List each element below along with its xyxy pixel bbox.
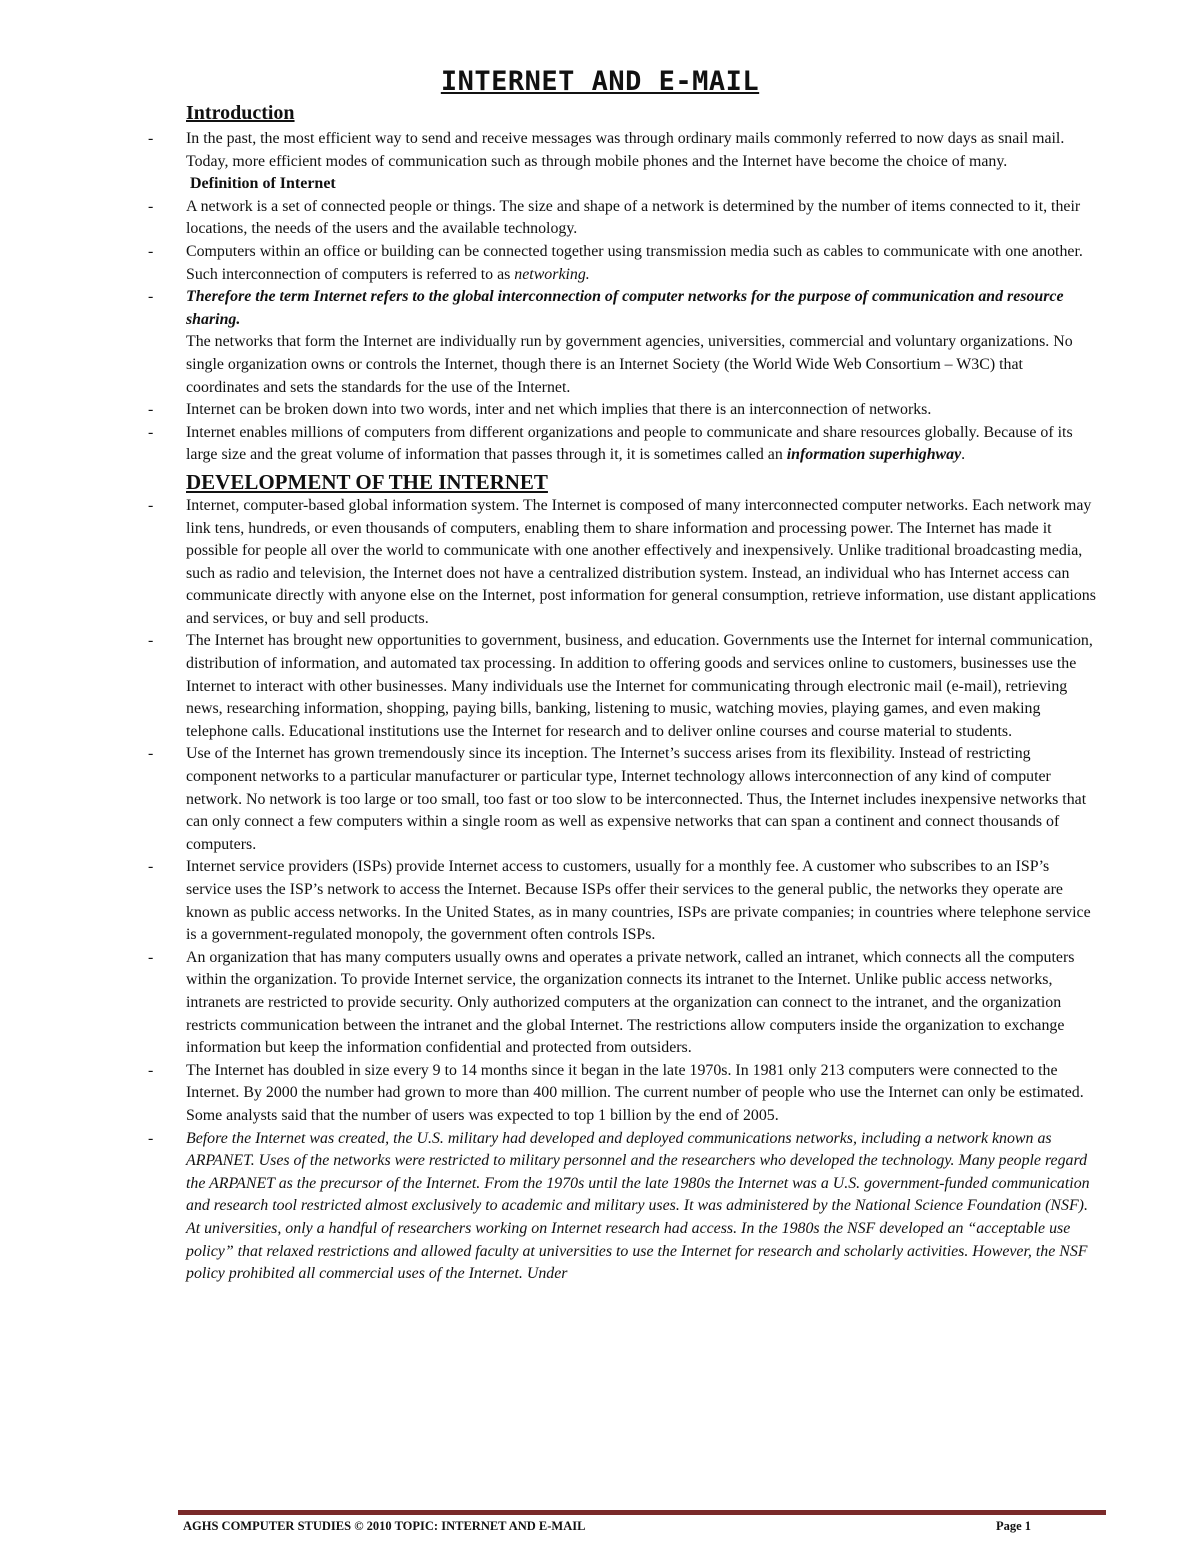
bullet-dash: - bbox=[148, 423, 154, 441]
list-item bbox=[148, 196, 1098, 241]
list-item bbox=[148, 1128, 1098, 1286]
footer-rule bbox=[178, 1510, 1106, 1515]
superhighway-term: information superhighway bbox=[786, 446, 962, 464]
page-title: INTERNET AND E-MAIL bbox=[440, 66, 760, 97]
list-item bbox=[148, 630, 1098, 743]
bullet-dash: - bbox=[148, 858, 154, 876]
bullet-dash: - bbox=[148, 1061, 154, 1079]
item-text: Internet service providers (ISPs) provide Internet access to customers, usually for a monthly fee. A customer who subscribes to an ISP’s service uses the ISP’s network to access the Internet. Because ISPs offer their services to the general public, the networks they operate are known as public access networks. In the United States, as in many countries, ISPs are private companies; in countries where telephone service is a government-regulated monopoly, the government often controls ISPs. bbox=[186, 858, 1091, 944]
bullet-dash: - bbox=[148, 496, 154, 514]
item-text: Computers within an office or building can be connected together using transmission media such as cables to communicate with one another. Such interconnection of computers is referred to as bbox=[186, 242, 1083, 283]
bullet-dash: - bbox=[148, 197, 154, 215]
item-text: A network is a set of connected people or things. The size and shape of a network is determined by the number of items connected to it, their locations, the needs of the users and the available technology. bbox=[186, 197, 1081, 238]
item-text: Internet enables millions of computers from different organizations and people to communicate and share resources globally. Because of its large size and the great volume of information that passes through it, it is sometimes called an bbox=[186, 423, 1073, 464]
page-number: Page 1 bbox=[995, 1519, 1031, 1533]
list-item bbox=[148, 495, 1098, 631]
document-body bbox=[148, 98, 1098, 1286]
page-footer bbox=[183, 1519, 1031, 1534]
list-item bbox=[148, 241, 1098, 286]
bullet-dash: - bbox=[148, 288, 154, 306]
item-text: The Internet has brought new opportunities to government, business, and education. Governments use the Internet for internal communication, distribution of information, and automated tax processing. In addition to offering goods and services online to customers, businesses use the Internet to interact with other businesses. Many individuals use the Internet for communicating through electronic mail (e-mail), retrieving news, researching information, shopping, paying bills, banking, listening to music, watching movies, playing games, and even making telephone calls. Educational institutions use the Internet for research and to deliver online courses and course material to students. bbox=[186, 632, 1093, 740]
bullet-dash: - bbox=[148, 632, 154, 650]
list-item bbox=[148, 422, 1098, 467]
list-item bbox=[148, 128, 1098, 173]
footer-label: AGHS COMPUTER STUDIES © 2010 TOPIC: INTERNET AND E-MAIL bbox=[183, 1519, 586, 1533]
bullet-dash: - bbox=[148, 1129, 154, 1147]
networking-term: networking. bbox=[514, 265, 590, 283]
list-item bbox=[148, 947, 1098, 1060]
item-text: Internet can be broken down into two words, inter and net which implies that there is an interconnection of networks. bbox=[186, 401, 932, 419]
list-item bbox=[148, 399, 1098, 422]
definition-heading: Definition of Internet bbox=[190, 175, 336, 193]
item-text-end: . bbox=[961, 446, 966, 464]
list-item bbox=[148, 743, 1098, 856]
introduction-heading: Introduction bbox=[186, 102, 295, 124]
list-item bbox=[148, 1060, 1098, 1128]
bullet-dash: - bbox=[148, 948, 154, 966]
bullet-dash: - bbox=[148, 242, 154, 260]
item-text: An organization that has many computers usually owns and operates a private network, called an intranet, which connects all the computers within the organization. To provide Internet service, the organization connects its intranet to the Internet. Unlike public access networks, intranets are restricted to provide security. Only authorized computers at the organization can connect to the intranet, and the organization restricts communication between the intranet and the global Internet. The restrictions allow computers inside the organization to exchange information but keep the information confidential and protected from outsiders. bbox=[186, 948, 1075, 1057]
item-text: Use of the Internet has grown tremendously since its inception. The Internet’s success arises from its flexibility. Instead of restricting component networks to a particular manufacturer or particular type, Internet technology allows interconnection of any kind of computer network. No network is too large or too small, too fast or too slow to be interconnected. Thus, the Internet includes inexpensive networks that can only connect a few computers within a single room as well as expensive networks that can span a continent and connect thousands of computers. bbox=[186, 745, 1087, 853]
item-text-italic: Before the Internet was created, the U.S. military had developed and deployed communications networks, including a network known as ARPANET. Uses of the networks were restricted to military personnel and the researchers who developed the technology. Many people regard the ARPANET as the precursor of the Internet. From the 1970s until the late 1980s the Internet was a U.S. government-funded communication and research tool restricted almost exclusively to academic and military uses. It was administered by the National Science Foundation (NSF). At universities, only a handful of researchers working on Internet research had access. In the 1980s the NSF developed an “acceptable use policy” that relaxed restrictions and allowed faculty at universities to use the Internet for research and scholarly activities. However, the NSF policy prohibited all commercial uses of the Internet. Under bbox=[186, 1129, 1090, 1283]
development-heading: DEVELOPMENT OF THE INTERNET bbox=[186, 469, 548, 494]
bullet-dash: - bbox=[148, 401, 154, 419]
item-text: The Internet has doubled in size every 9 to 14 months since it began in the late 1970s. In 1981 only 213 computers were connected to the Internet. By 2000 the number had grown to more than 400 million. The current number of people who use the Internet can only be estimated. Some analysts said that the number of users was expected to top 1 billion by the end of 2005. bbox=[186, 1061, 1084, 1124]
bullet-dash: - bbox=[148, 745, 154, 763]
list-item bbox=[148, 856, 1098, 946]
paragraph: The networks that form the Internet are individually run by government agencies, universities, commercial and voluntary organizations. No single organization owns or controls the Internet, though there is an Internet Society (the World Wide Web Consortium – W3C) that coordinates and sets the standards for the use of the Internet. bbox=[186, 333, 1073, 396]
item-text: Internet, computer-based global information system. The Internet is composed of many interconnected computer networks. Each network may link tens, hundreds, or even thousands of computers, enabling them to share information and processing power. The Internet has made it possible for people all over the world to communicate with one another effectively and inexpensively. Unlike traditional broadcasting media, such as radio and television, the Internet does not have a centralized distribution system. Instead, an individual who has Internet access can communicate directly with anyone else on the Internet, post information for general consumption, retrieve information, use distant applications and services, or buy and sell products. bbox=[186, 496, 1096, 627]
bullet-dash: - bbox=[148, 130, 154, 147]
internet-definition: Therefore the term Internet refers to the global interconnection of computer networks for the purpose of communication and resource sharing. bbox=[186, 288, 1064, 328]
item-text: In the past, the most efficient way to send and receive messages was through ordinary mails commonly referred to now days as snail mail. Today, more efficient modes of communication such as through mobile phones and the Internet have become the choice of many. bbox=[186, 130, 1065, 170]
list-item bbox=[148, 286, 1098, 331]
